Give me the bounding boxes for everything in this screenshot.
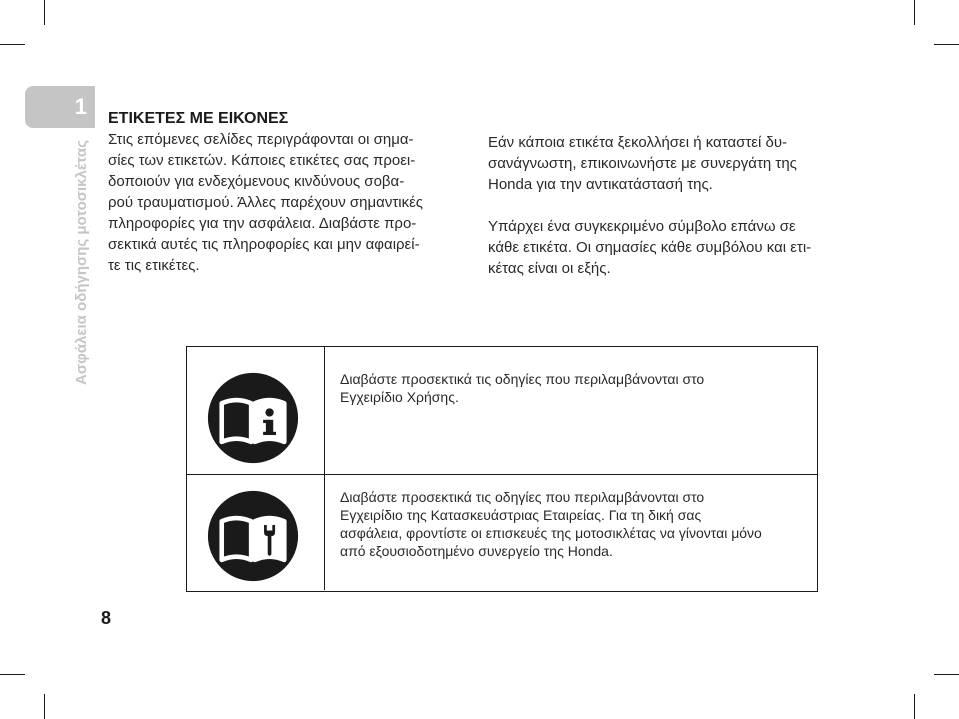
crop-mark-top-left bbox=[0, 44, 25, 45]
body-line: σίες των ετικετών. Κάποιες ετικέτες σας προει- bbox=[108, 152, 416, 169]
symbol-line: από εξουσιοδοτημένο συνεργείο της Honda. bbox=[340, 543, 613, 559]
paragraph-symbols bbox=[488, 216, 858, 279]
crop-mark-bottom-left bbox=[0, 674, 25, 675]
chapter-number: 1 bbox=[74, 94, 87, 119]
symbol-table bbox=[186, 346, 818, 592]
crop-mark-bottom-right bbox=[934, 674, 959, 675]
body-line: τε τις ετικέτες. bbox=[108, 257, 200, 274]
symbol-icon-cell bbox=[187, 347, 325, 474]
symbol-icon-cell bbox=[187, 474, 325, 590]
symbol-row-service-manual bbox=[187, 474, 817, 590]
body-line: κάθε ετικέτα. Οι σημασίες κάθε συμβόλου και ετι- bbox=[488, 239, 812, 256]
crop-mark-top-right-vertical bbox=[914, 0, 915, 25]
symbol-row-owners-manual bbox=[187, 347, 817, 475]
body-line: πληροφορίες για την ασφάλεια. Διαβάστε προ- bbox=[108, 215, 417, 232]
chapter-tab bbox=[25, 86, 95, 128]
body-line: Υπάρχει ένα συγκεκριμένο σύμβολο επάνω σε bbox=[488, 218, 796, 235]
section-heading: ΕΤΙΚΕΤΕΣ ΜΕ ΕΙΚΟΝΕΣ bbox=[108, 110, 289, 127]
symbol-line: Διαβάστε προσεκτικά τις οδηγίες που περιλαμβάνονται στο bbox=[340, 371, 705, 387]
right-column bbox=[488, 132, 858, 279]
symbol-line: Εγχειρίδιο Χρήσης. bbox=[340, 389, 459, 405]
service-manual-icon bbox=[207, 490, 299, 582]
body-line: Στις επόμενες σελίδες περιγράφονται οι σημα- bbox=[108, 131, 414, 148]
body-line: Honda για την αντικατάστασή της. bbox=[488, 176, 713, 193]
body-line: σανάγνωστη, επικοινωνήστε με συνεργάτη της bbox=[488, 155, 797, 172]
body-line: Εάν κάποια ετικέτα ξεκολλήσει ή καταστεί δυ- bbox=[488, 134, 788, 151]
body-line: δοποιούν για ενδεχόμενους κινδύνους σοβα- bbox=[108, 173, 405, 190]
symbol-description bbox=[340, 488, 807, 560]
crop-mark-bottom-right-vertical bbox=[914, 694, 915, 719]
crop-mark-top-right bbox=[934, 44, 959, 45]
symbol-line: Εγχειρίδιο της Κατασκευάστριας Εταιρείας. Για τη δική σας bbox=[340, 507, 702, 523]
symbol-line: ασφάλεια, φροντίστε οι επισκευές της μοτοσικλέτας να γίνονται μόνο bbox=[340, 525, 762, 541]
chapter-title: Ασφάλεια οδήγησης μοτοσικλέτας bbox=[73, 140, 90, 385]
symbol-description bbox=[340, 370, 807, 406]
crop-mark-top-left-vertical bbox=[44, 0, 45, 25]
left-column bbox=[108, 108, 458, 276]
body-line: σεκτικά αυτές τις πληροφορίες και μην αφαιρεί- bbox=[108, 236, 420, 253]
symbol-line: Διαβάστε προσεκτικά τις οδηγίες που περιλαμβάνονται στο bbox=[340, 489, 705, 505]
body-line: κέτας είναι οι εξής. bbox=[488, 260, 611, 277]
paragraph-replacement bbox=[488, 132, 858, 195]
page-number: 8 bbox=[101, 608, 112, 628]
owners-manual-icon bbox=[207, 372, 299, 464]
crop-mark-bottom-left-vertical bbox=[44, 694, 45, 719]
body-line: ρού τραυματισμού. Άλλες παρέχουν σημαντικές bbox=[108, 194, 423, 211]
